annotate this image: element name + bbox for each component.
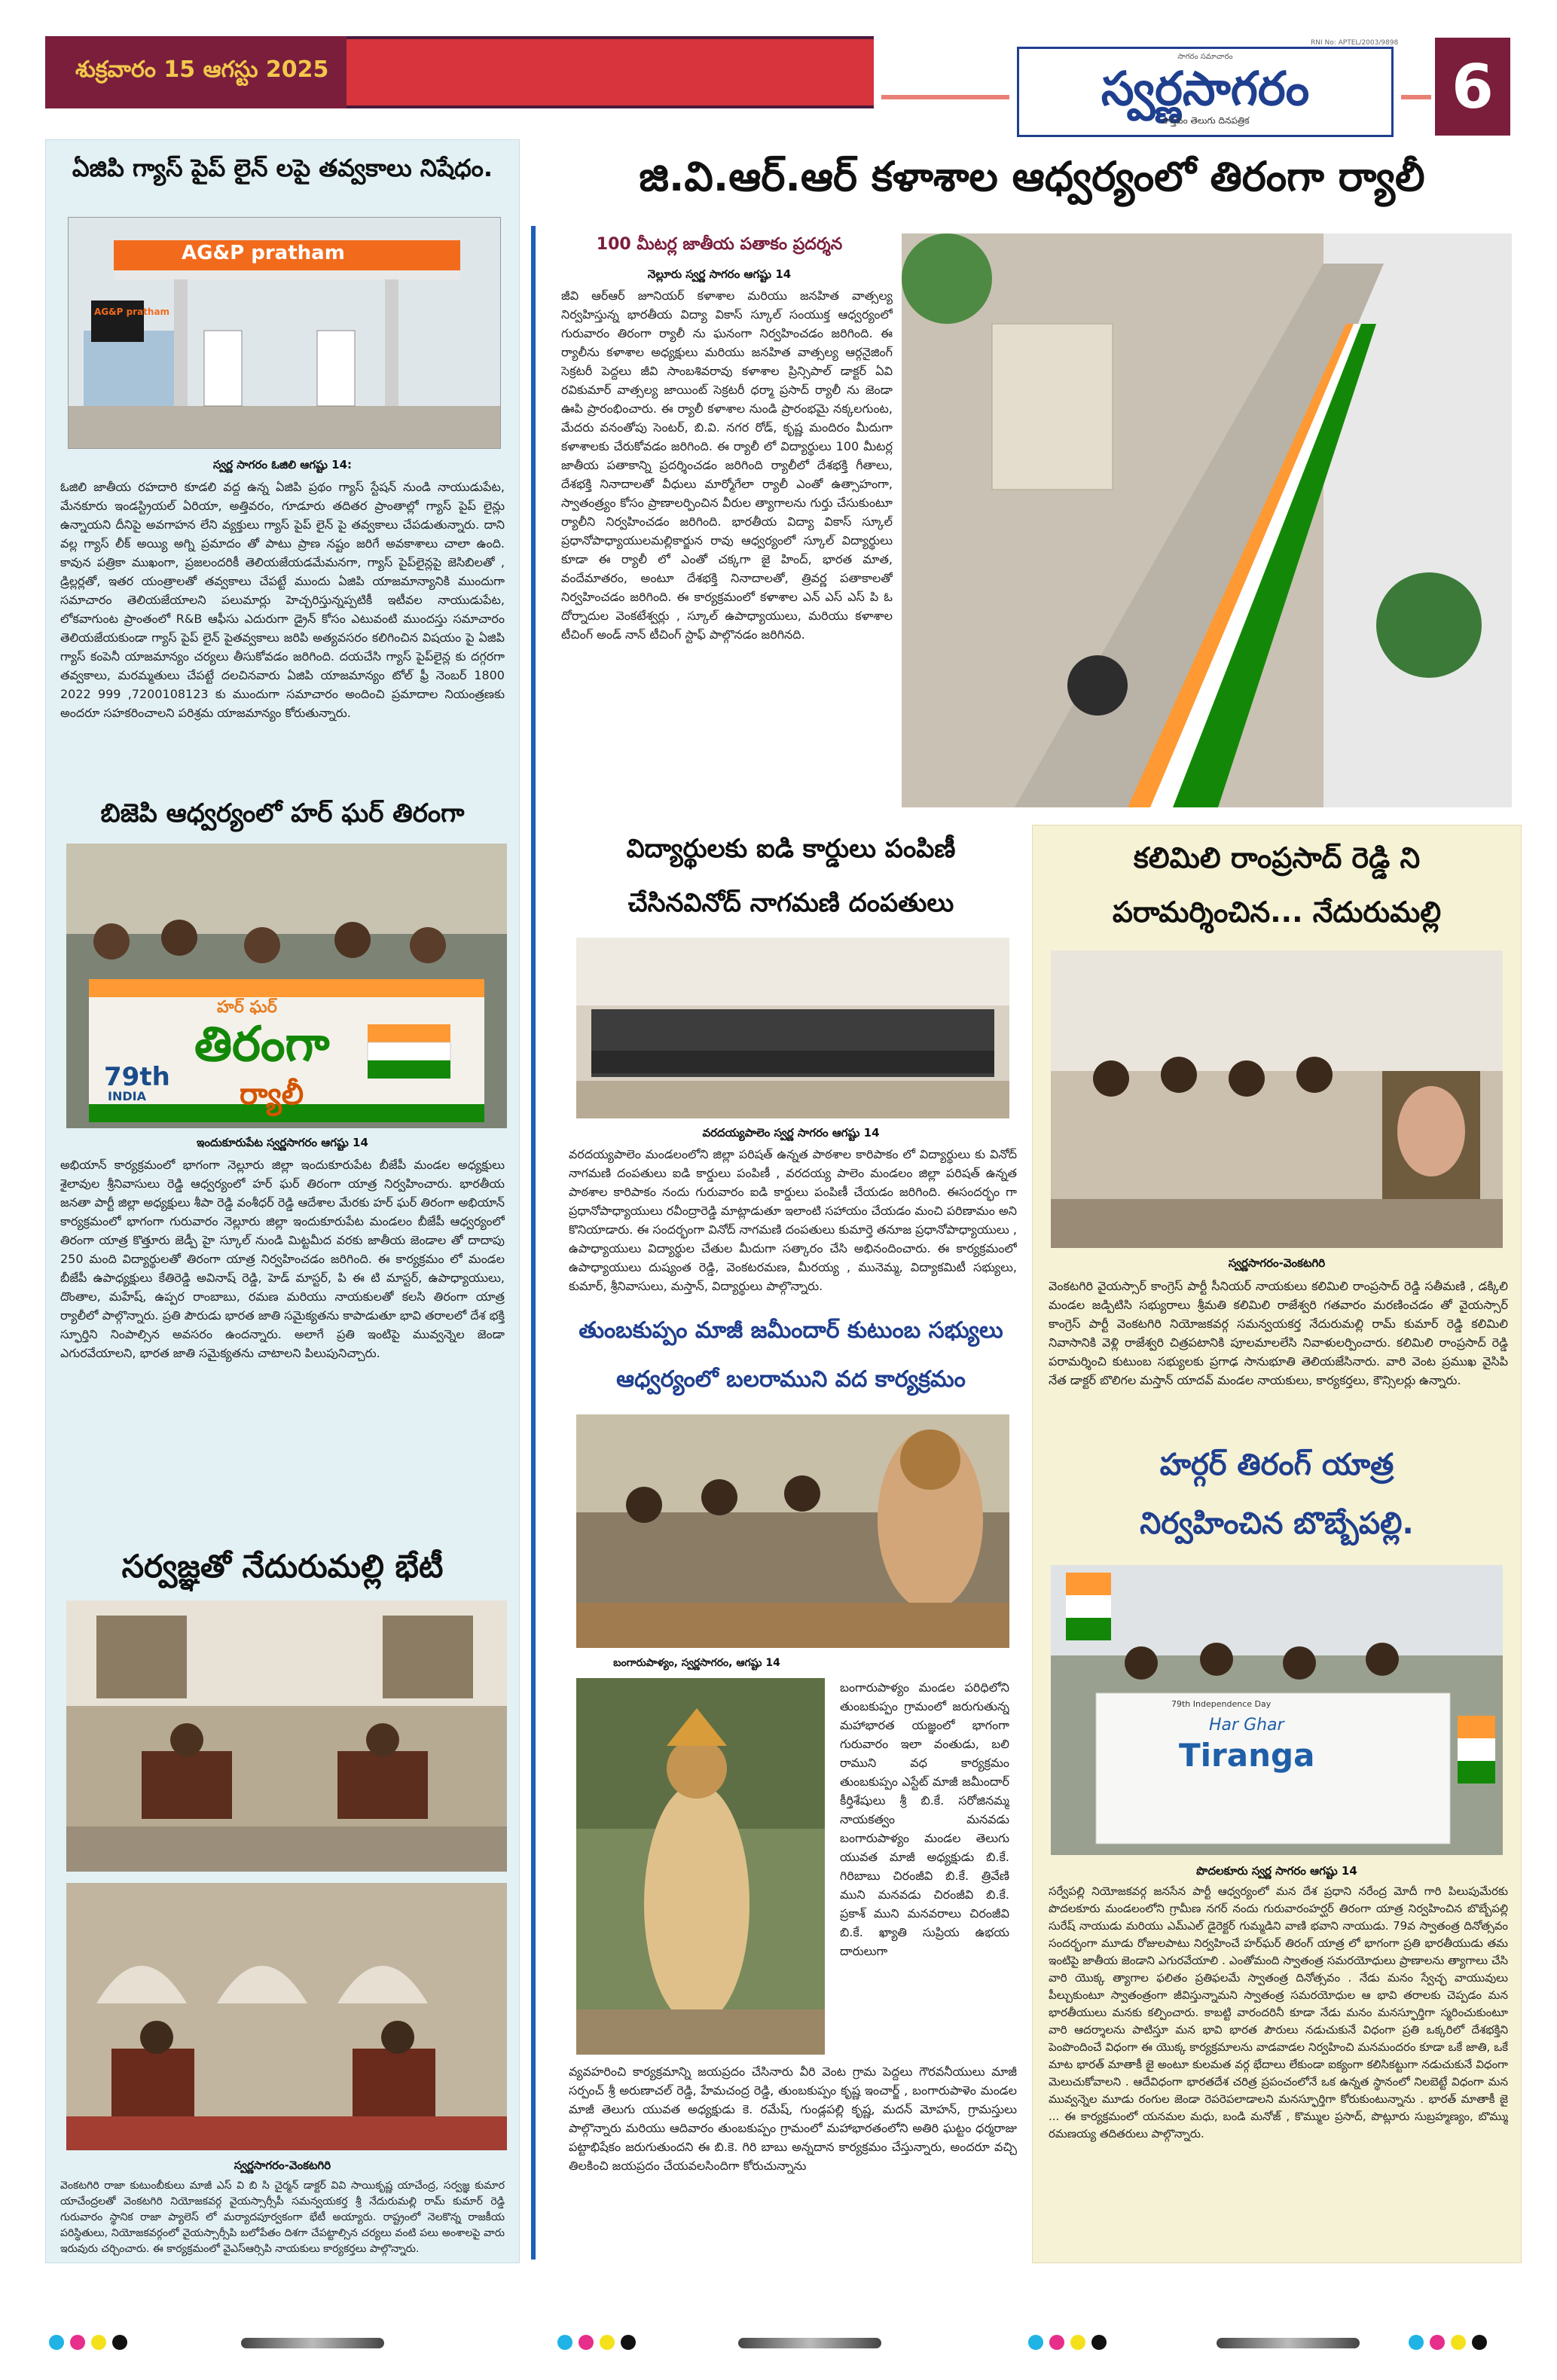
tumba-dateline: బంగారుపాళ్యం, స్వర్ణసాగరం, ఆగష్టు 14 <box>613 1657 780 1669</box>
banner-top-text: హర్ ఘర్ <box>217 998 277 1017</box>
color-registration-marks <box>557 2335 636 2350</box>
logo-tagline-bottom: వాస్తవం తెలుగు దినపత్రిక <box>1161 115 1250 126</box>
gas-station-photo <box>68 217 501 449</box>
ritual-photo-2 <box>576 1678 825 2055</box>
sarvagna-headline: సర్వజ్ఞతో నేదురుమల్లి భేటీ <box>121 1548 444 1585</box>
sarvagna-dateline: స్వర్ణసాగరం-వెంకటగిరి <box>234 2159 331 2172</box>
idcard-headline-line2: చేసినవినోద్ నాగమణి దంపతులు <box>627 888 954 918</box>
bjp-dateline: ఇందుకూరుపేట స్వర్ణసాగరం ఆగష్టు 14 <box>197 1136 368 1149</box>
yatra-banner-small: 79th Independence Day <box>1171 1699 1272 1709</box>
bobbe-headline-line2: నిర్వహించిన బొబ్బేపల్లి. <box>1140 1506 1414 1541</box>
station-sign: AG&P pratham <box>182 242 345 264</box>
kalimili-dateline: స్వర్ణసాగరం-వెంకటగిరి <box>1228 1256 1326 1270</box>
logo-tagline-top: సాగరం సమాచారం <box>1177 53 1233 61</box>
students-photo <box>576 938 1009 1118</box>
palace-hall-illustration <box>66 1883 507 2150</box>
bjp-body: అభియాన్ కార్యక్రమంలో భాగంగా నెల్లూరు జిల్లా ఇందుకూరుపేట బీజేపీ మండల అధ్యక్షులు శైలావుల శ్రీనివాసులు రెడ్డి ఆధ్వర్యంలో హర్ ఘర్ తిరంగా యాత్ర నిర్వహించారు. భారతీయ జనతా పార్టీ జిల్లా అధ్యక్షులు శీపా రెడ్డి వంశీధర్ రెడ్డి ఆదేశాల మేరకు హర్ ఘర్ తిరంగా అభియాన్ కార్యక్రమంలో భాగంగా గురువారం నెల్లూరు జిల్లా ఇందుకూరుపేట మండలం బీజేపీ ఆధ్వర్యంలో తిరంగా యాత్ర కొత్తూరు జెడ్పీ హై స్కూల్ నుండి మిట్టమీద వరకు జాతీయ జెండాల తో దాదాపు 250 మంది విద్యార్థులతో తిరంగా యాత్ర నిర్వహించడం జరిగింది. ఈ కార్యక్రమం లో మండల బీజేపీ ఉపాధ్యక్షులు కేతిరెడ్డి అవినాష్ రెడ్డి, హెడ్ మాస్టర్, పి ఈ టి మాస్టర్, ఉపాధ్యాయులు, దొంతాల, మహేష్, ఉప్పర రాంబాబు, రమణ మరియు నాయకులతో కలసి తిరంగా యాత్ర ర్యాలీలో పాల్గొన్నారు. ప్రతి పౌరుడు భారత జాతి సమైక్యతను కాపాడుతూ భావి తరాలలో దేశ భక్తి స్ఫూర్తిని నింపాల్సిన అవసరం ఉందన్నారు. అలాగే ప్రతి ఇంటిపై మువ్వన్నెల జెండా ఎగురవేయాలని, భారత జాతి సమైక్యతను చాటాలని పిలుపునిచ్చారు. <box>60 1158 505 1360</box>
issue-date: శుక్రవారం 15 ఆగస్టు 2025 <box>45 36 347 108</box>
effigy-illustration <box>576 1678 825 2055</box>
newspaper-logo <box>1017 47 1394 137</box>
flag-rally-illustration <box>902 233 1512 807</box>
meeting-photo-1 <box>66 1600 507 1872</box>
gvrr-subhead: 100 మీటర్ల జాతీయ పతాకం ప్రదర్శన <box>596 235 843 254</box>
kalimili-body: వెంకటగిరి వైయస్సార్ కాంగ్రెస్ పార్టీ సీనియర్ నాయకులు కలిమిలి రాంప్రసాద్ రెడ్డి సతీమణి , డక్కిలి మండల జడ్పిటిసి సభ్యురాలు శ్రీమతి కలిమిలి రాజేశ్వరి గతవారం మరణించడం తో వైయస్సార్ కాంగ్రెస్ పార్టీ వెంకటగిరి నియోజకవర్గ సమన్వయకర్త నేదురుమల్లి రామ్ కుమార్ రెడ్డి కలిమిలి నివాసానికి వెళ్లి రాజేశ్వరి చిత్రపటానికి పూలమాలలేసి నివాళులర్పించారు. కలిమిలి రాంప్రసాద్ రెడ్డి పరామర్శించి కుటుంబ సభ్యులకు ప్రగాఢ సానుభూతి తెలియజేసినారు. వారి వెంట ప్రముఖ వైసిపి నేత డాక్టర్ బొలిగల మస్తాన్ యాదవ్ మండల నాయకులు, కార్యకర్తలు, కౌన్సిలర్లు ఉన్నారు. <box>1049 1279 1508 1387</box>
students-lineup-illustration <box>576 938 1009 1118</box>
meeting-photo-2 <box>66 1883 507 2150</box>
banner-badge: 79th <box>104 1062 170 1092</box>
color-registration-marks <box>1028 2335 1107 2350</box>
color-registration-marks <box>49 2335 127 2350</box>
idcard-headline-line1: విద్యార్థులకు ఐడి కార్డులు పంపిణీ <box>626 834 956 864</box>
tumba-headline-line2: ఆధ్వర్యంలో బలరాముని వద కార్యక్రమం <box>616 1366 966 1393</box>
gvrr-headline: జి.వి.ఆర్.ఆర్ కళాశాల ఆధ్వర్యంలో తిరంగా ర్యాలీ <box>639 153 1425 200</box>
gvrr-dateline: నెల్లూరు స్వర్ణ సాగరం ఆగష్టు 14 <box>647 267 792 281</box>
paper-name: స్వర్ణసాగరం <box>1101 61 1310 116</box>
tiranga-yatra-photo <box>1051 1565 1503 1855</box>
bobbe-headline-line1: హర్గర్ తిరంగ్ యాత్ర <box>1159 1448 1394 1482</box>
yatra-banner-main: Har Ghar <box>1209 1716 1284 1735</box>
color-registration-marks <box>1409 2335 1487 2350</box>
ritual-photo-1 <box>576 1414 1009 1648</box>
page-number: 6 <box>1435 38 1510 136</box>
tumba-body-wide: వ్యవహరించి కార్యక్రమాన్ని జయప్రదం చేసినారు వీరి వెంట గ్రామ పెద్దలు గౌరవనీయులు మాజీ సర్పంచ్ శ్రీ అరుణాచల్ రెడ్డి, హేమచంద్ర రెడ్డి, తుంబకుప్పం కృష్ణ ఇంచార్జ్ , బంగారుపాళెం మండల మాజీ తెలుగు యువత అధ్యక్షుడు కె. రమేష్, గుండ్లపల్లి కృష్ణ, మదన్ మోహన్, గ్రామస్తులు పాల్గొన్నారు మరియు ఆదివారం తుంబకుప్పం గ్రామంలో మహాభారతంలోని అతిరి ఘట్టం ధర్మరాజు పట్టాభిషేకం జరుగుతుందని ఈ బి.కె. గిరి బాబు అన్నదాన కార్యక్రమం చేస్తున్నారు, అందరూ వచ్చి తిలకించి జయప్రదం చేయవలసిందిగా కోరుచున్నాను <box>569 2064 1017 2173</box>
column-divider <box>531 226 536 2259</box>
ritual-gathering-illustration <box>576 1414 1009 1648</box>
bjp-headline: బిజెపి ఆధ్వర్యంలో హర్ ఘర్ తిరంగా <box>100 798 465 828</box>
yatra-banner-main2: Tiranga <box>1179 1737 1315 1774</box>
station-side-sign: AG&P pratham <box>94 307 170 317</box>
bjp-rally-photo <box>66 844 507 1128</box>
flag-rally-photo <box>902 233 1512 807</box>
gray-scale-bar <box>241 2338 384 2348</box>
masthead-rule <box>881 95 1009 99</box>
condolence-photo <box>1051 950 1503 1248</box>
bobbe-dateline: పొదలకూరు స్వర్ణ సాగరం ఆగష్టు 14 <box>1196 1864 1357 1878</box>
meeting-room-illustration <box>66 1600 507 1872</box>
kalimili-headline-line1: కలిమిలి రాంప్రసాద్ రెడ్డి ని <box>1133 841 1421 874</box>
tumba-body-narrow: బంగారుపాళ్యం మండల పరిధిలోని తుంబకుప్పం గ్రామంలో జరుగుతున్న మహాభారత యజ్ఞంలో భాగంగా గురువారం ఇలా వంతుడు, బలి రాముని వధ కార్యక్రమం తుంబకుప్పం ఎస్టేట్ మాజీ జమీందార్ కీర్తిశేషులు శ్రీ బి.కే. సరోజినమ్మ నాయకత్వం మనవడు బంగారుపాళ్యం మండల తెలుగు యువత మాజీ అధ్యక్షుడు బి.కే. గిరిబాబు చిరంజీవి బి.కే. త్రివేణి ముని మనవడు చిరంజీవి బి.కే. ప్రకాశ్ ముని మనవరాలు చిరంజీవి బి.కే. ఖ్యాతి సుప్రియ ఉభయ దారులుగా <box>840 1680 1009 1958</box>
banner-sub-text: ర్యాలీ <box>240 1077 304 1112</box>
bobbe-body: సర్వేపల్లి నియోజకవర్గ జనసేన పార్టీ ఆధ్వర్యంలో మన దేశ ప్రధాని నరేంద్ర మోదీ గారి పిలుపుమేరకు పొదలకూరు మండలంలోని గ్రామీణ నగర్ నందు గురువారంహర్ఘర్ తిరంగా యాత్ర నిర్వహించిన బొబ్బేపల్లి సురేష్ నాయుడు మరియు ఎమ్ఎల్ డైరెక్టర్ గుమ్మడిని వాణి భవాని నాయుడు. 79వ స్వాతంత్ర దినోత్సవం సందర్భంగా మూడు రోజులపాటు నిర్వహించే హర్‌ఘర్ తిరంగ్ యాత్ర లో భాగంగా ప్రతి భారతీయుడు తమ ఇంటిపై జాతీయ జెండాని ఎగురవేయాలి . ఎంతోమంది స్వాతంత్ర సమరయోధులు ప్రాణాలను త్యాగాలు చేసి వారి యొక్క త్యాగాల ఫలితం ప్రతిఫలమే స్వాతంత్ర దినోత్సవం . నేడు మనం స్వేచ్ఛ వాయువులు పీల్చుకుంటూ స్వాతంత్రంగా జీవిస్తున్నామని స్వాతంత్ర సమరయోధుల ఆ భావి తరాలకు చెప్పడం మన భారతీయులు మనకు కల్పించారు. కాబట్టి వారందరినీ కూడా నేడు మనం మనస్ఫూర్తిగా స్మరించుకుంటూ వారి ఆదర్శాలను పాటిస్తూ మన భావి భారత పౌరులు నడుచుకునే విధంగా ప్రతి ఒక్కరిలో దేశభక్తిని పెంపొందించే విధంగా ఈ యొక్క కార్యక్రమాలను వాడవాడల నిర్వహించి మనమందరం కూడా ఒకే జాతి, ఒకే మాట భారత్ మాతాకీ జై అంటూ కులమత వర్గ భేదాలు లేకుండా ఐక్యంగా కలిసికట్టుగా నడుచుకునే విధంగా మెలుచుకోవాలని . ఆదేవిధంగా భారతదేశ చరిత్ర ప్రపంచంలోనే ఒక ఉన్నత స్థానంలో నిలబెట్టే విధంగా మన మువ్వన్నెల మూడు రంగుల జెండా రెపరెపలాడాలని మనస్ఫూర్తిగా కోరుకుంటున్నాను . భారత్ మాతాకీ జై ... ఈ కార్యక్రమంలో యనమల మధు, బండి మనోజ్ , కొమ్ముల ప్రసాద్, పొట్లూరు సుబ్రహ్మణ్యం, బొమ్ము రమణయ్య తదితరులు పాల్గొన్నారు. <box>1049 1884 1508 2140</box>
gas-body: ఓజిలి జాతీయ రహదారి కూడలి వద్ద ఉన్న ఏజిపి ప్రథం గ్యాస్ స్టేషన్ నుండి నాయుడుపేట, మేనకూరు ఇండస్ట్రియల్ ఏరియా, అత్తివరం, గూడూరు తదితర ప్రాంతాల్లో గ్యాస్ పైప్ లైన్లు ఉన్నాయని దీనిపై అవగాహన లేని వ్యక్తులు గ్యాస్ పైప్ లైన్ పై తవ్వకాలు చేపడుతున్నారు. దాని వల్ల గ్యాస్ లీక్ అయ్యి అగ్ని ప్రమాదం తో పాటు ప్రాణ నష్టం జరిగే అవకాశాలు చాలా ఉంది. కావున పత్రికా ముఖంగా, ప్రజలందరికీ తెలియజేయడమేమనగా, గ్యాస్ పైప్‌లైన్లపై జెసిబిలతో , డ్రిల్లర్లతో, ఇతర యంత్రాలతో తవ్వకాలు చేపట్టే ముందు ఏజిపి యాజమాన్యానికి ముందుగా సమాచారం తెలియజేయాలని పలుమార్లు హెచ్చరిస్తున్నప్పటికీ ఇటీవల నాయుడుపేట, లోకవాగుంట ప్రాంతంలో R&B ఆఫీసు ఎదురుగా డ్రైన్ కోసం ఎటువంటి ముందస్తు సమాచారం తెలియజేయకుండా గ్యాస్ పైప్ లైన్ పైతవ్వకాలు జరిపి అత్యవసరం కలిగించిన విషయం పై ఏజిపి గ్యాస్ కంపెనీ యాజమాన్యం చర్యలు తీసుకోవడం జరిగింది. దయచేసి గ్యాస్ పైప్‌లైన్ల కు దగ్గరగా తవ్వకాలు, మరమ్మతులు చేపట్టే దలచినవారు ఏజిపి యాజమాన్యం టోల్ ఫ్రీ నెంబర్ 1800 2022 999 ,7200108123 కు ముందుగా సమాచారం అందించి ప్రమాదాల నియంత్రణకు అందరూ సహకరించాలని పరిశ్రమ యాజమాన్యం కోరుతున్నారు. <box>60 480 505 720</box>
registration-number: RNI No: APTEL/2003/9898 <box>1311 39 1399 47</box>
tumba-headline-line1: తుంబకుప్పం మాజీ జమీందార్ కుటుంబ సభ్యులు <box>579 1317 1003 1344</box>
gray-scale-bar <box>738 2338 881 2348</box>
yatra-banner-illustration <box>1051 1565 1503 1855</box>
idcard-dateline: వరదయ్యపాలెం స్వర్ణ సాగరం ఆగష్టు 14 <box>702 1126 880 1140</box>
banner-badge-sub: INDIA <box>108 1089 146 1103</box>
masthead-rule <box>1401 95 1431 99</box>
condolence-visit-illustration <box>1051 950 1503 1248</box>
idcard-body: వరదయ్యపాలెం మండలంలోని జిల్లా పరిషత్ ఉన్నత పాఠశాల కారిపాకం లో విద్యార్థులు కు వినోద్ నాగమణి దంపతులు ఐడి కార్డులు పంపిణీ , వరదయ్య పాలెం మండలం జిల్లా పరిషత్ ఉన్నత పాఠశాల కారిపాకం నందు గురువారం ఐడి కార్డులు పంపిణీ చేయడం జరిగింది. ఈసందర్భం గా ప్రధానోపాధ్యాయులు రవీంద్రారెడ్డి మాట్లాడుతూ ఇలాంటి సహాయం చేయడం మంచి పరిణామం అని కొనియాడారు. ఈ సందర్భంగా వినోద్ నాగమణి దంపతులు కుమార్తె తనూజ ప్రధానోపాధ్యాయులు , ఉపాధ్యాయులు విద్యార్థుల చేతుల మీదుగా సత్కారం చేసి అభినందించారు. ఈ కార్యక్రమంలో ఉపాధ్యాయులు దుష్యంత రెడ్డి, వెంకటరమణ, మీరయ్య , మునెమ్మ, విద్యాకమిటీ సభ్యులు, కుమార్, శ్రీనివాసులు, మస్తాన్, విద్యార్థులు పాల్గొన్నారు. <box>569 1147 1017 1293</box>
banner-main-text: తిరంగా <box>194 1017 330 1073</box>
gvrr-body: జీవి ఆర్ఆర్ జూనియర్ కళాశాల మరియు జనహిత వాత్సల్య నిర్వహిస్తున్న భారతీయ విద్యా వికాస్ స్కూల్ సంయుక్త ఆధ్వర్యంలో గురువారం తిరంగా ర్యాలీ ను ఘనంగా నిర్వహించడం జరిగింది. ఈ ర్యాలీను కళాశాల అధ్యక్షులు మరియు జనహిత వాత్సల్య ఆర్గనైజింగ్ సెక్రటరీ పెద్దలు జీవి సాంబశివరావు కళాశాల ప్రిన్సిపాల్ డాక్టర్ ఏవి రవికుమార్ వాత్సల్య జాయింట్ సెక్రటరీ ధర్మా ప్రసాద్ ర్యాలీ ను జెండా ఊపి ప్రారంభించారు. ఈ ర్యాలీ కళాశాల నుండి ప్రారంభమై నక్కలగుంట, మేదరు వనంతోపు సెంటర్, బి.వి. నగర రోడ్, కృష్ణ మందిరం మీదుగా కళాశాలకు చేరుకోవడం జరిగింది. ఈ ర్యాలీ లో విద్యార్థులు 100 మీటర్ల జాతీయ పతాకాన్ని ప్రదర్శించడం జరిగింది ర్యాలీలో దేశభక్తి గీతాలు, దేశభక్తి నినాదాలతో వీధులు మార్మోగేలా ర్యాలీ ఎంతో ఉత్సాహంగా, స్వాతంత్ర్యం కోసం ప్రాణాలర్పించిన వీరుల త్యాగాలను గుర్తు చేసుకుంటూ ర్యాలీని నిర్వహించడం జరిగింది. భారతీయ విద్యా వికాస్ స్కూల్ ప్రధానోపాధ్యాయులమల్లికార్జున రావు ఆధ్వర్యంలో స్కూల్ విద్యార్థులు కూడా ఈ ర్యాలీ లో ఎంతో చక్కగా జై హింద్, భారత మాత, వందేమాతరం, అంటూ దేశభక్తి నినాదాలతో, త్రివర్ణ పతాకాలతో నిర్వహించడం జరిగింది. ఈ కార్యక్రమంలో కళాశాల ఎన్ ఎస్ ఎస్ పి ఓ దోర్నాదుల వెంకటేశ్వర్లు , స్కూల్ ఉపాధ్యాయులు, మరియు కళాశాల టీచింగ్ అండ్ నాన్ టీచింగ్ స్టాఫ్ పాల్గొనడం జరిగినది. <box>561 288 893 642</box>
sarvagna-body: వెంకటగిరి రాజా కుటుంబీకులు మాజీ ఎస్ వి బి సి చైర్మన్ డాక్టర్ వివి సాయికృష్ణ యాచేంద్ర, సర్వజ్ఞ కుమార యాచేంద్రలతో వెంకటగిరి నియోజకవర్గ వైయస్సార్సీపీ సమన్వయకర్త శ్రీ నేదురుమల్లి రామ్ కుమార్ రెడ్డి గురువారం స్థానిక రాజా ప్యాలెస్ లో మర్యాదపూర్వకంగా భేటీ అయ్యారు. రాష్ట్రంలో నెలకొన్న రాజకీయ పరిస్థితులు, నియోజకవర్గంలో వైయస్సార్సీపి బలోపేతం దిశగా చేపట్టాల్సిన చర్యలు వంటి పలు అంశాలపై వారు ఇరువురు చర్చించారు. ఈ కార్యక్రమంలో వైఎస్ఆర్సిపి నాయకులు కార్యకర్తలు పాల్గొన్నారు. <box>60 2180 505 2255</box>
gas-headline: ఏజిపి గ్యాస్ పైప్ లైన్ లపై తవ్వకాలు నిషేధం. <box>72 154 493 182</box>
gray-scale-bar <box>1217 2338 1360 2348</box>
kalimili-headline-line2: పరామర్శించిన... నేదురుమల్లి <box>1112 896 1442 929</box>
gas-dateline: స్వర్ణ సాగరం ఓజిలి ఆగష్టు 14: <box>212 458 353 471</box>
